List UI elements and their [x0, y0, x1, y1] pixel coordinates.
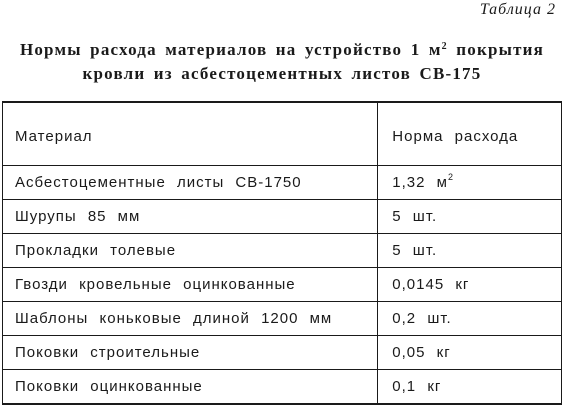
table-title-line-2: кровли из асбестоцементных листов СВ-175 [82, 64, 482, 83]
norm-value: 1,32 м [392, 174, 448, 191]
material-norms-table [2, 101, 562, 405]
table-row [3, 370, 562, 405]
table-row [3, 166, 562, 200]
table-row [3, 268, 562, 302]
cell-norm: 0,0145 кг [378, 268, 562, 302]
cell-material: Гвозди кровельные оцинкованные [3, 268, 378, 302]
cell-norm: 5 шт. [378, 200, 562, 234]
cell-material: Поковки строительные [3, 336, 378, 370]
cell-material: Поковки оцинкованные [3, 370, 378, 405]
cell-norm: 0,05 кг [378, 336, 562, 370]
cell-norm: 0,2 шт. [378, 302, 562, 336]
cell-norm: 0,1 кг [378, 370, 562, 405]
table-title-line-1 [0, 38, 564, 62]
table-number: Таблица 2 [479, 1, 556, 18]
cell-norm: 5 шт. [378, 234, 562, 268]
table-row [3, 336, 562, 370]
table-title-superscript: 2 [441, 41, 448, 52]
cell-material: Асбестоцементные листы СВ-1750 [3, 166, 378, 200]
cell-material: Шурупы 85 мм [3, 200, 378, 234]
cell-material: Прокладки толевые [3, 234, 378, 268]
table-header-row [3, 102, 562, 166]
table-row [3, 302, 562, 336]
header-material: Материал [3, 102, 378, 166]
cell-material: Шаблоны коньковые длиной 1200 мм [3, 302, 378, 336]
norm-superscript: 2 [447, 172, 454, 182]
table-title-text-after: покрытия [447, 40, 545, 59]
header-norm: Норма расхода [378, 102, 562, 166]
table-row [3, 234, 562, 268]
cell-norm [378, 166, 562, 200]
table-title-text: Нормы расхода материалов на устройство 1 м [19, 40, 442, 59]
table-row [3, 200, 562, 234]
